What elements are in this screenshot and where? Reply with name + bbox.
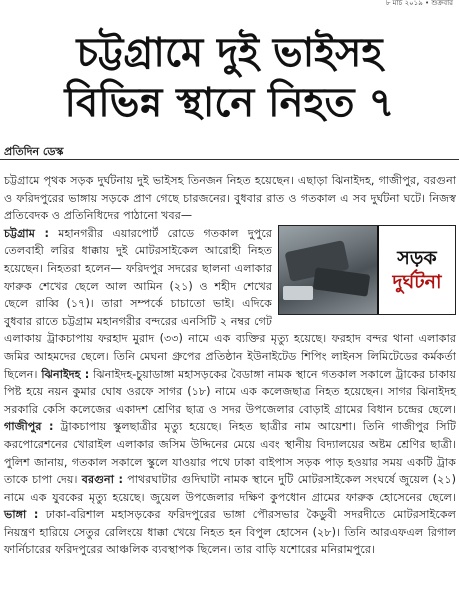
headline	[0, 28, 459, 128]
article-body	[4, 172, 456, 559]
dateline-bhanga: ভাঙ্গা :	[4, 508, 39, 522]
accident-photo	[279, 226, 377, 314]
text-barguna: পাথরঘাটার গুদিঘাটা নামক স্থানে দুটি মোটরসাইকেল সংঘর্ষে জুয়েল (২১) নামে এক যুবকের মৃত্যু হয়েছে। জুয়েল উপজেলার দক্ষিণ কুপধোন গ্রামের ফারুক হোসেনের ছেলে।	[4, 473, 457, 504]
dateline-chattogram: চট্টগ্রাম :	[4, 226, 49, 240]
dateline-gazipur: গাজীপুর :	[4, 420, 54, 434]
headline-line-1: চট্টগ্রামে দুই ভাইসহ	[76, 30, 383, 76]
section-tag-line-1: সড়ক	[397, 246, 437, 269]
accident-photo-box	[278, 225, 456, 315]
section-tag-line-2: দুর্ঘটনা	[392, 270, 442, 293]
text-chattogram: মহানগরীর এয়ারপোর্ট রোডে গতকাল দুপুরে তেলবাহী লরির ধাক্কায় দুই মোটরসাইকেল আরোহী নিহত হয়েছেন। নিহতরা হলেন— ফরিদপুর সদরের ছালনা এলাকার ফারুক শেখের ছেলে আল আমিন (২১) ও শহীদ শেখের ছেলে রাব্বি (১৭)। তারা সম্পর্কে চাচাতো ভাই। এদিকে বুধবার রাতে চট্টগ্রাম মহানগরীর বন্দরের এনসিটি ২ নম্বর গেট এলাকায় ট্রাকচাপায় ফরহাদ মুরাদ (৩৩) নামে এক ব্যক্তির মৃত্যু হয়েছে। ফরহাদ বন্দর থানা এলাকার জমির আহমদের ছেলে। তিনি মেঘনা গ্রুপের প্রতিষ্ঠান ইউনাইটেড শিপিং লাইনস লিমিটেডের কর্মকর্তা ছিলেন।	[4, 226, 456, 381]
dateline-barguna: বরগুনা :	[81, 473, 123, 487]
divider	[0, 159, 459, 160]
article-paragraph	[4, 225, 456, 559]
text-jhenaidah: ঝিনাইদহ-চুয়াডাঙ্গা মহাসড়কের বৈডাঙ্গা নামক স্থানে গতকাল সকালে ট্রাকের চাকায় পিষ্ট হয়ে নয়ন কুমার ঘোষ ওরফে সাগর (১৮) নামে এক কলেজছাত্র নিহত হয়েছেন। সাগর ঝিনাইদহ সরকারি কেসি কলেজের একাদশ শ্রেণির ছাত্র ও সদর উপজেলার বোড়াই গ্রামের বিধান চন্দ্রের ছেলে।	[4, 367, 456, 416]
page-header-strip: ৮ মার্চ ২০১৯ • শুক্রবার	[385, 0, 453, 6]
headline-line-2: বিভিন্ন স্থানে নিহত ৭	[64, 80, 395, 126]
dateline-jhenaidah: ঝিনাইদহ :	[41, 367, 90, 381]
section-tag	[377, 226, 455, 314]
byline: প্রতিদিন ডেস্ক	[4, 145, 64, 158]
text-gazipur: ট্রাকচাপায় স্কুলছাত্রীর মৃত্যু হয়েছে। নিহত ছাত্রীর নাম আয়েশা। তিনি গাজীপুর সিটি করপোরেশনের খোরাইল এলাকার জসিম উদ্দিনের মেয়ে এবং স্থানীয় বিদ্যালয়ের অষ্টম শ্রেণির ছাত্রী। পুলিশ জানায়, গতকাল সকালে স্কুলে যাওয়ার পথে ঢাকা বাইপাস সড়ক পাড় হওয়ার সময় একটি ট্রাক তাকে চাপা দেয়।	[4, 420, 456, 487]
intro-paragraph: চট্টগ্রামে পৃথক সড়ক দুর্ঘটনায় দুই ভাইসহ তিনজন নিহত হয়েছেন। এছাড়া ঝিনাইদহ, গাজীপুর, বরগুনা ও ফরিদপুরের ভাঙ্গায় সড়কে প্রাণ গেছে চারজনের। বুধবার রাত ও গতকাল এ সব দুর্ঘটনা ঘটে। নিজস্ব প্রতিবেদক ও প্রতিনিধিদের পাঠানো খবর—	[4, 174, 456, 223]
text-bhanga: ঢাকা-বরিশাল মহাসড়কের ফরিদপুরের ভাঙ্গা পৌরসভার কৈডুবী সদরদীতে মোটরসাইকেল নিয়ন্ত্রণ হারিয়ে সেতুর রেলিংয়ে ধাক্কা খেয়ে নিহত হন বিপুল হোসেন (২৮)। তিনি আরএফএল রিগাল ফার্নিচারের ফরিদপুরের আঞ্চলিক ব্যবস্থাপক ছিলেন। তার বাড়ি যশোরের মনিরামপুরে।	[4, 508, 456, 557]
